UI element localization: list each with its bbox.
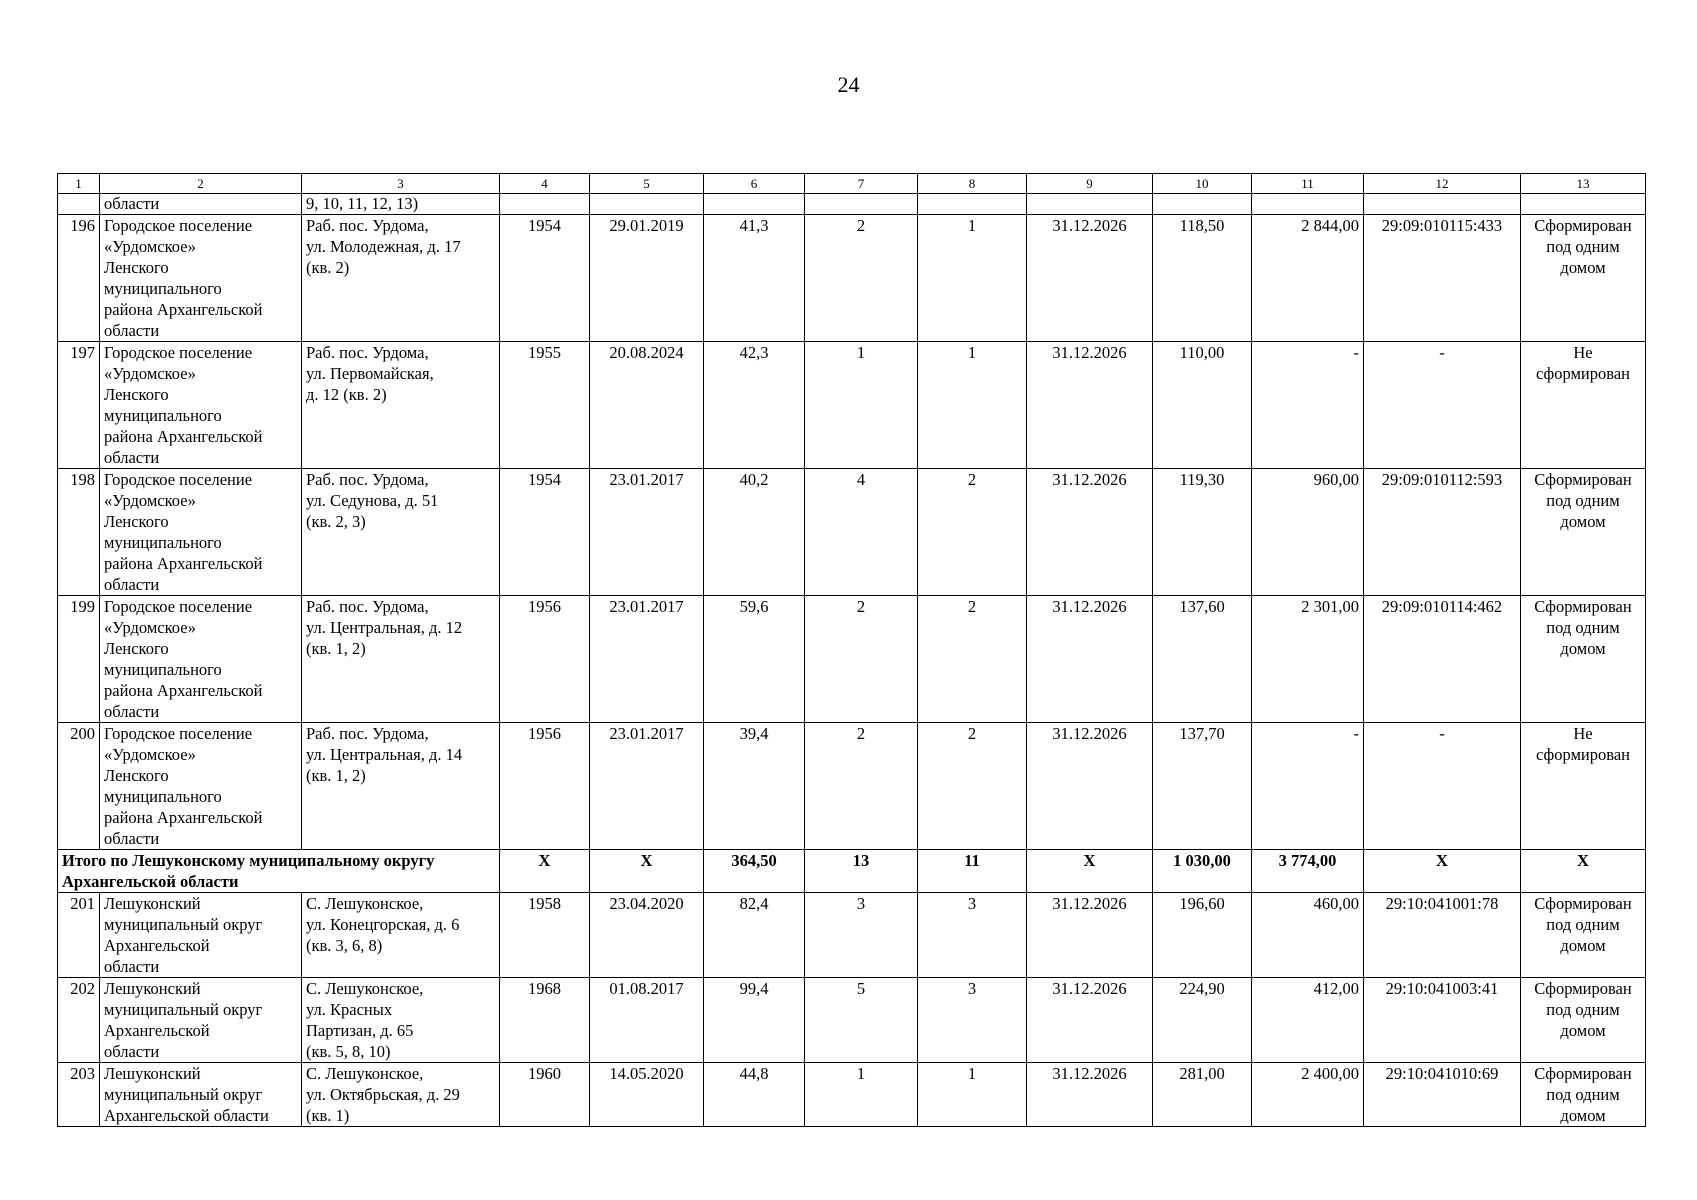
row-number-cell: 200	[58, 723, 100, 850]
housing-register-table	[57, 173, 1646, 1127]
value-cell: 137,60	[1153, 596, 1252, 723]
column-number-row	[58, 174, 1646, 194]
table-row	[58, 1063, 1646, 1127]
deadline-cell: 31.12.2026	[1027, 342, 1153, 469]
column-number: 1	[58, 174, 100, 194]
total-label: Итого по Лешуконскому муниципальному округу Архангельской области	[58, 850, 500, 893]
count-cell: 2	[805, 215, 918, 342]
cell	[1027, 194, 1153, 215]
cell	[1252, 194, 1364, 215]
address-cell: Раб. пос. Урдома, ул. Молодежная, д. 17 (кв. 2)	[302, 215, 500, 342]
value-cell: 137,70	[1153, 723, 1252, 850]
address-cell: Раб. пос. Урдома, ул. Центральная, д. 12 (кв. 1, 2)	[302, 596, 500, 723]
owner-cell: Городское поселение «Урдомское» Ленского муниципального района Архангельской области	[100, 469, 302, 596]
count-cell: 1	[805, 342, 918, 469]
cell	[590, 194, 704, 215]
value-cell: 196,60	[1153, 893, 1252, 978]
date-cell: 14.05.2020	[590, 1063, 704, 1127]
total-cell: 3 774,00	[1252, 850, 1364, 893]
table-row	[58, 893, 1646, 978]
cadastral-cell: 29:10:041003:41	[1364, 978, 1521, 1063]
count-cell: 3	[918, 893, 1027, 978]
total-cell: 11	[918, 850, 1027, 893]
table-row	[58, 978, 1646, 1063]
year-cell: 1968	[500, 978, 590, 1063]
cadastral-cell: 29:09:010112:593	[1364, 469, 1521, 596]
total-cell: 1 030,00	[1153, 850, 1252, 893]
date-cell: 23.01.2017	[590, 723, 704, 850]
column-number: 9	[1027, 174, 1153, 194]
count-cell: 1	[918, 342, 1027, 469]
status-cell: Сформирован под одним домом	[1521, 596, 1646, 723]
count-cell: 1	[918, 215, 1027, 342]
row-number-cell: 203	[58, 1063, 100, 1127]
column-number: 6	[704, 174, 805, 194]
value-cell: 460,00	[1252, 893, 1364, 978]
deadline-cell: 31.12.2026	[1027, 215, 1153, 342]
area-cell: 44,8	[704, 1063, 805, 1127]
value-cell: 224,90	[1153, 978, 1252, 1063]
count-cell: 2	[805, 596, 918, 723]
area-cell: 99,4	[704, 978, 805, 1063]
row-number-cell: 196	[58, 215, 100, 342]
total-cell: 364,50	[704, 850, 805, 893]
area-cell: 42,3	[704, 342, 805, 469]
owner-cell: Городское поселение «Урдомское» Ленского муниципального района Архангельской области	[100, 215, 302, 342]
column-number: 2	[100, 174, 302, 194]
column-number: 7	[805, 174, 918, 194]
area-cell: 41,3	[704, 215, 805, 342]
column-number: 11	[1252, 174, 1364, 194]
status-cell: Сформирован под одним домом	[1521, 978, 1646, 1063]
total-cell: X	[1027, 850, 1153, 893]
cell	[500, 194, 590, 215]
continuation-row	[58, 194, 1646, 215]
deadline-cell: 31.12.2026	[1027, 596, 1153, 723]
owner-cell: Лешуконский муниципальный округ Архангельской области	[100, 978, 302, 1063]
deadline-cell: 31.12.2026	[1027, 723, 1153, 850]
deadline-cell: 31.12.2026	[1027, 1063, 1153, 1127]
cell	[1521, 194, 1646, 215]
total-cell: X	[1364, 850, 1521, 893]
value-cell: 110,00	[1153, 342, 1252, 469]
cadastral-cell: 29:09:010115:433	[1364, 215, 1521, 342]
area-cell: 39,4	[704, 723, 805, 850]
table-row	[58, 342, 1646, 469]
total-cell: X	[590, 850, 704, 893]
value-cell: 2 844,00	[1252, 215, 1364, 342]
date-cell: 23.01.2017	[590, 596, 704, 723]
cadastral-cell: -	[1364, 723, 1521, 850]
year-cell: 1954	[500, 215, 590, 342]
table-row	[58, 469, 1646, 596]
address-cell: Раб. пос. Урдома, ул. Центральная, д. 14 (кв. 1, 2)	[302, 723, 500, 850]
row-number-cell: 199	[58, 596, 100, 723]
column-number: 10	[1153, 174, 1252, 194]
area-cell: 59,6	[704, 596, 805, 723]
column-number: 3	[302, 174, 500, 194]
cadastral-cell: 29:10:041001:78	[1364, 893, 1521, 978]
column-number: 8	[918, 174, 1027, 194]
date-cell: 29.01.2019	[590, 215, 704, 342]
owner-cell: Лешуконский муниципальный округ Архангельской области	[100, 1063, 302, 1127]
deadline-cell: 31.12.2026	[1027, 978, 1153, 1063]
year-cell: 1960	[500, 1063, 590, 1127]
table-row	[58, 215, 1646, 342]
owner-cell: области	[100, 194, 302, 215]
value-cell: 118,50	[1153, 215, 1252, 342]
owner-cell: Лешуконский муниципальный округ Архангельской области	[100, 893, 302, 978]
value-cell: 281,00	[1153, 1063, 1252, 1127]
page-number: 24	[837, 72, 860, 97]
cell	[704, 194, 805, 215]
value-cell: 2 301,00	[1252, 596, 1364, 723]
date-cell: 23.04.2020	[590, 893, 704, 978]
cell	[1153, 194, 1252, 215]
cell	[58, 194, 100, 215]
row-number-cell: 198	[58, 469, 100, 596]
cell	[918, 194, 1027, 215]
count-cell: 3	[805, 893, 918, 978]
status-cell: Сформирован под одним домом	[1521, 893, 1646, 978]
status-cell: Не сформирован	[1521, 723, 1646, 850]
year-cell: 1958	[500, 893, 590, 978]
total-cell: 13	[805, 850, 918, 893]
owner-cell: Городское поселение «Урдомское» Ленского муниципального района Архангельской области	[100, 342, 302, 469]
cadastral-cell: 29:10:041010:69	[1364, 1063, 1521, 1127]
count-cell: 2	[918, 723, 1027, 850]
area-cell: 82,4	[704, 893, 805, 978]
value-cell: -	[1252, 723, 1364, 850]
deadline-cell: 31.12.2026	[1027, 469, 1153, 596]
status-cell: Сформирован под одним домом	[1521, 1063, 1646, 1127]
column-number: 13	[1521, 174, 1646, 194]
count-cell: 4	[805, 469, 918, 596]
column-number: 5	[590, 174, 704, 194]
count-cell: 3	[918, 978, 1027, 1063]
date-cell: 23.01.2017	[590, 469, 704, 596]
address-cell: Раб. пос. Урдома, ул. Первомайская, д. 12 (кв. 2)	[302, 342, 500, 469]
status-cell: Сформирован под одним домом	[1521, 215, 1646, 342]
year-cell: 1956	[500, 596, 590, 723]
value-cell: 412,00	[1252, 978, 1364, 1063]
address-cell: С. Лешуконское, ул. Красных Партизан, д. 65 (кв. 5, 8, 10)	[302, 978, 500, 1063]
cell	[805, 194, 918, 215]
row-number-cell: 202	[58, 978, 100, 1063]
row-number-cell: 201	[58, 893, 100, 978]
value-cell: 960,00	[1252, 469, 1364, 596]
row-number-cell: 197	[58, 342, 100, 469]
column-number: 4	[500, 174, 590, 194]
date-cell: 20.08.2024	[590, 342, 704, 469]
total-cell: X	[1521, 850, 1646, 893]
total-cell: X	[500, 850, 590, 893]
date-cell: 01.08.2017	[590, 978, 704, 1063]
table-row	[58, 723, 1646, 850]
year-cell: 1955	[500, 342, 590, 469]
count-cell: 5	[805, 978, 918, 1063]
address-cell: С. Лешуконское, ул. Октябрьская, д. 29 (кв. 1)	[302, 1063, 500, 1127]
cadastral-cell: -	[1364, 342, 1521, 469]
table-row	[58, 596, 1646, 723]
cadastral-cell: 29:09:010114:462	[1364, 596, 1521, 723]
owner-cell: Городское поселение «Урдомское» Ленского муниципального района Архангельской области	[100, 596, 302, 723]
count-cell: 2	[918, 469, 1027, 596]
address-cell: 9, 10, 11, 12, 13)	[302, 194, 500, 215]
value-cell: 119,30	[1153, 469, 1252, 596]
area-cell: 40,2	[704, 469, 805, 596]
address-cell: С. Лешуконское, ул. Конецгорская, д. 6 (кв. 3, 6, 8)	[302, 893, 500, 978]
count-cell: 2	[805, 723, 918, 850]
count-cell: 1	[918, 1063, 1027, 1127]
owner-cell: Городское поселение «Урдомское» Ленского муниципального района Архангельской области	[100, 723, 302, 850]
column-number: 12	[1364, 174, 1521, 194]
total-row	[58, 850, 1646, 893]
value-cell: -	[1252, 342, 1364, 469]
year-cell: 1954	[500, 469, 590, 596]
status-cell: Сформирован под одним домом	[1521, 469, 1646, 596]
count-cell: 2	[918, 596, 1027, 723]
year-cell: 1956	[500, 723, 590, 850]
deadline-cell: 31.12.2026	[1027, 893, 1153, 978]
cell	[1364, 194, 1521, 215]
status-cell: Не сформирован	[1521, 342, 1646, 469]
count-cell: 1	[805, 1063, 918, 1127]
value-cell: 2 400,00	[1252, 1063, 1364, 1127]
address-cell: Раб. пос. Урдома, ул. Седунова, д. 51 (кв. 2, 3)	[302, 469, 500, 596]
